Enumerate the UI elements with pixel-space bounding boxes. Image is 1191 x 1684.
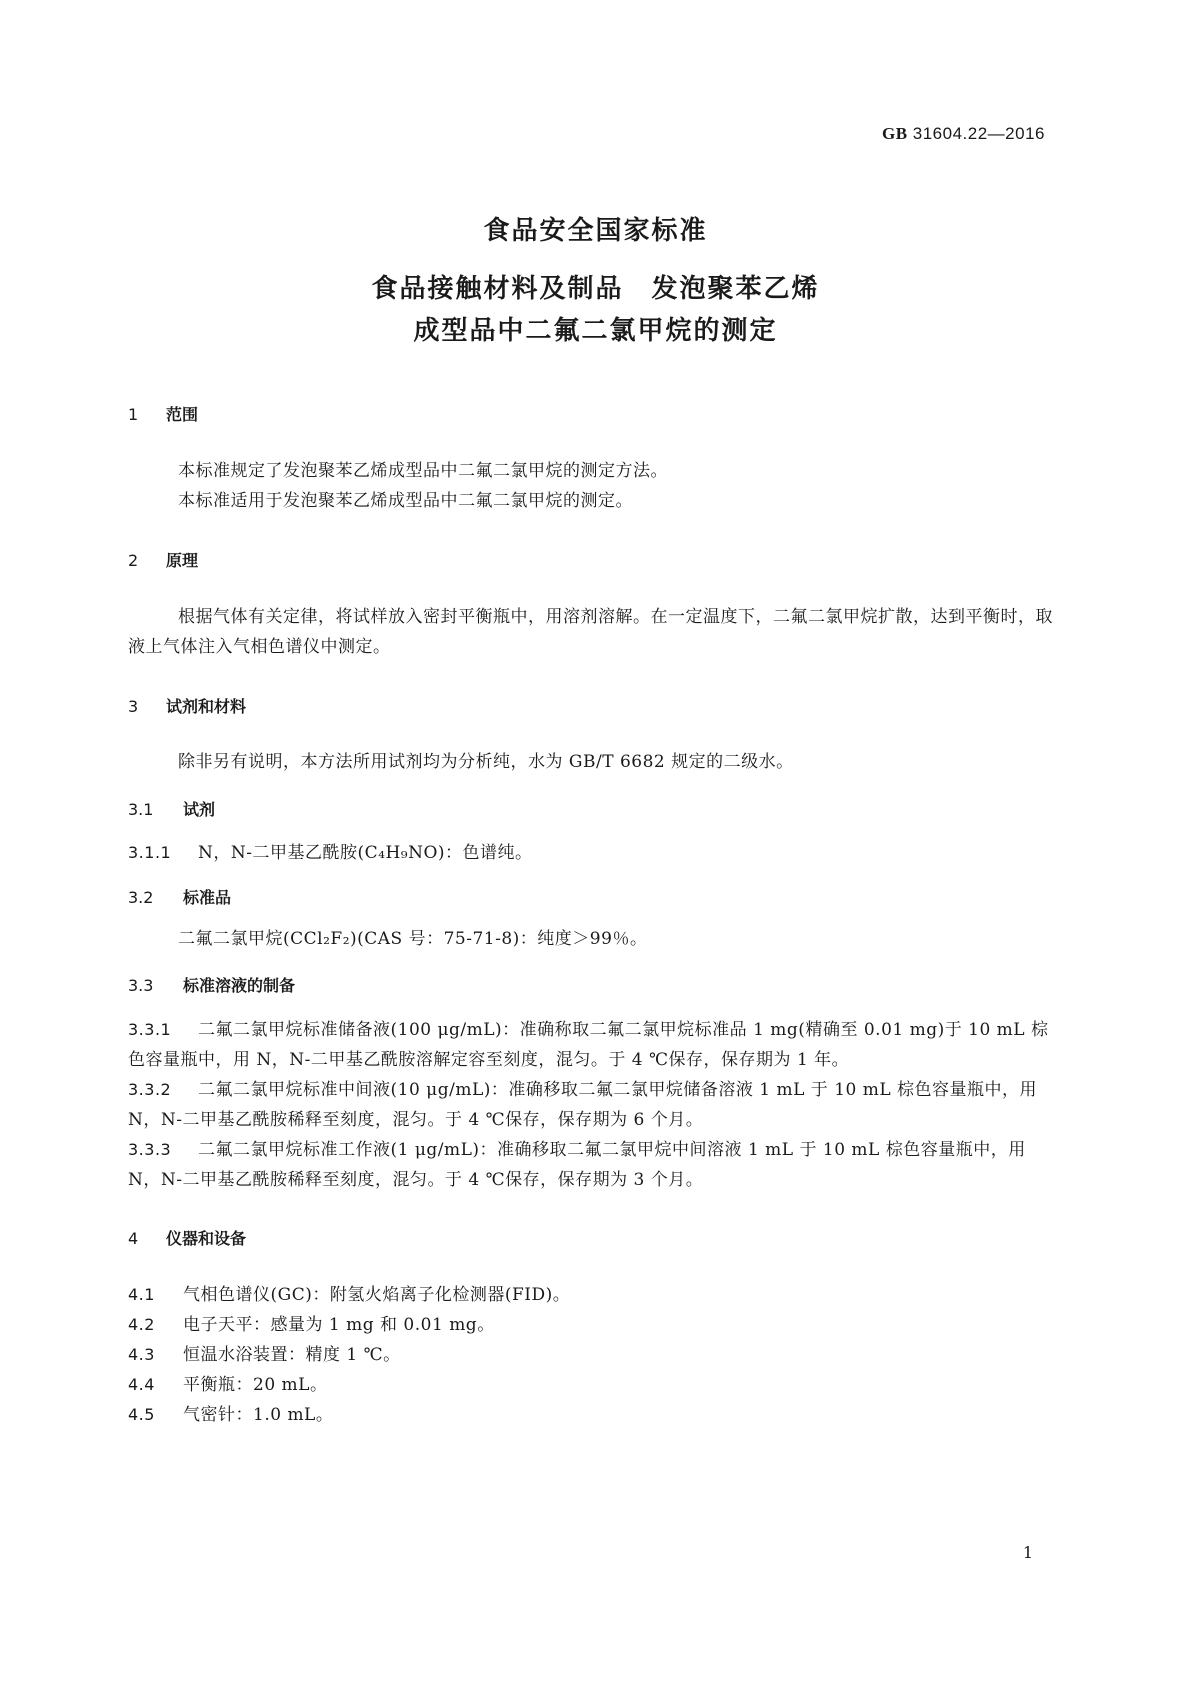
section-title: 原理 <box>166 551 199 570</box>
section-title: 仪器和设备 <box>166 1229 247 1248</box>
section-number: 4 <box>128 1229 139 1248</box>
section-1-paragraph-2: 本标准适用于发泡聚苯乙烯成型品中二氟二氯甲烷的测定。 <box>178 491 633 511</box>
section-1-heading <box>128 402 198 425</box>
doc-title-line3: 成型品中二氟二氯甲烷的测定 <box>413 316 778 346</box>
section-title: 标准溶液的制备 <box>183 976 296 995</box>
standard-number: 31604.22—2016 <box>912 124 1045 143</box>
section-3-2-heading <box>128 885 231 908</box>
item-text: 二氟二氯甲烷标准中间液(10 μg/mL)：准确移取二氟二氯甲烷储备溶液 1 mL 于 10 mL 棕色容量瓶中，用 N，N-二甲基乙酰胺稀释至刻度，混匀。于 4 ℃保存，保存期为 6 个月。 <box>128 1080 1038 1130</box>
item-3-3-2 <box>128 1075 1062 1135</box>
item-text: 二氟二氯甲烷标准储备液(100 μg/mL)：准确称取二氟二氯甲烷标准品 1 mg(精确至 0.01 mg)于 10 mL 棕色容量瓶中，用 N，N-二甲基乙酰胺溶解定容至刻度，混匀。于 4 ℃保存，保存期为 1 年。 <box>128 1020 1049 1070</box>
section-3-2-paragraph: 二氟二氯甲烷(CCl₂F₂)(CAS 号：75-71-8)：纯度＞99％。 <box>178 929 648 949</box>
item-number: 3.3.3 <box>128 1140 172 1159</box>
section-3-heading <box>128 694 246 717</box>
item-text: 二氟二氯甲烷标准工作液(1 μg/mL)：准确移取二氟二氯甲烷中间溶液 1 mL 于 10 mL 棕色容量瓶中，用 N，N-二甲基乙酰胺稀释至刻度，混匀。于 4 ℃保存，保存期为 3 个月。 <box>128 1140 1026 1190</box>
section-2-paragraph: 根据气体有关定律，将试样放入密封平衡瓶中，用溶剂溶解。在一定温度下，二氟二氯甲烷扩散，达到平衡时，取液上气体注入气相色谱仪中测定。 <box>128 607 1053 657</box>
equipment-item <box>128 1280 1062 1310</box>
item-3-1-1 <box>128 838 1062 868</box>
doc-title-line1: 食品安全国家标准 <box>483 216 708 246</box>
doc-title-line2: 食品接触材料及制品 发泡聚苯乙烯 <box>371 274 820 304</box>
section-4-heading <box>128 1226 246 1249</box>
section-1-paragraph-1: 本标准规定了发泡聚苯乙烯成型品中二氟二氯甲烷的测定方法。 <box>178 461 668 481</box>
item-number: 3.3.2 <box>128 1080 172 1099</box>
item-number: 4.1 <box>128 1285 155 1304</box>
item-number: 4.3 <box>128 1345 155 1364</box>
item-3-3-1 <box>128 1015 1062 1075</box>
item-text: N，N-二甲基乙酰胺(C₄H₉NO)：色谱纯。 <box>198 843 533 863</box>
section-3-1-heading <box>128 797 215 820</box>
item-number: 4.4 <box>128 1375 155 1394</box>
page-number: 1 <box>1022 1543 1033 1562</box>
section-title: 试剂和材料 <box>166 697 247 716</box>
section-title: 标准品 <box>183 888 232 907</box>
item-text: 恒温水浴装置：精度 1 ℃。 <box>183 1345 401 1365</box>
item-number: 4.5 <box>128 1405 155 1424</box>
item-number: 4.2 <box>128 1315 155 1334</box>
section-number: 3.2 <box>128 888 154 907</box>
section-title: 范围 <box>166 405 199 424</box>
section-3-3-heading <box>128 973 295 996</box>
item-3-3-3 <box>128 1135 1062 1195</box>
item-number: 3.1.1 <box>128 843 172 862</box>
item-number: 3.3.1 <box>128 1020 172 1039</box>
item-text: 电子天平：感量为 1 mg 和 0.01 mg。 <box>183 1315 495 1335</box>
standard-code <box>882 124 1045 144</box>
standard-prefix: GB <box>881 124 908 143</box>
section-3-paragraph: 除非另有说明，本方法所用试剂均为分析纯，水为 GB/T 6682 规定的二级水。 <box>178 752 794 772</box>
equipment-item <box>128 1310 1062 1340</box>
item-text: 气相色谱仪(GC)：附氢火焰离子化检测器(FID)。 <box>183 1285 571 1305</box>
section-number: 3.1 <box>128 800 154 819</box>
equipment-item <box>128 1340 1062 1370</box>
section-number: 3.3 <box>128 976 154 995</box>
section-number: 1 <box>128 405 139 424</box>
section-title: 试剂 <box>183 800 216 819</box>
section-number: 2 <box>128 551 139 570</box>
section-2-heading <box>128 548 198 571</box>
item-text: 平衡瓶：20 mL。 <box>183 1375 328 1395</box>
equipment-item <box>128 1400 1062 1430</box>
section-number: 3 <box>128 697 139 716</box>
item-text: 气密针：1.0 mL。 <box>183 1405 334 1425</box>
equipment-item <box>128 1370 1062 1400</box>
